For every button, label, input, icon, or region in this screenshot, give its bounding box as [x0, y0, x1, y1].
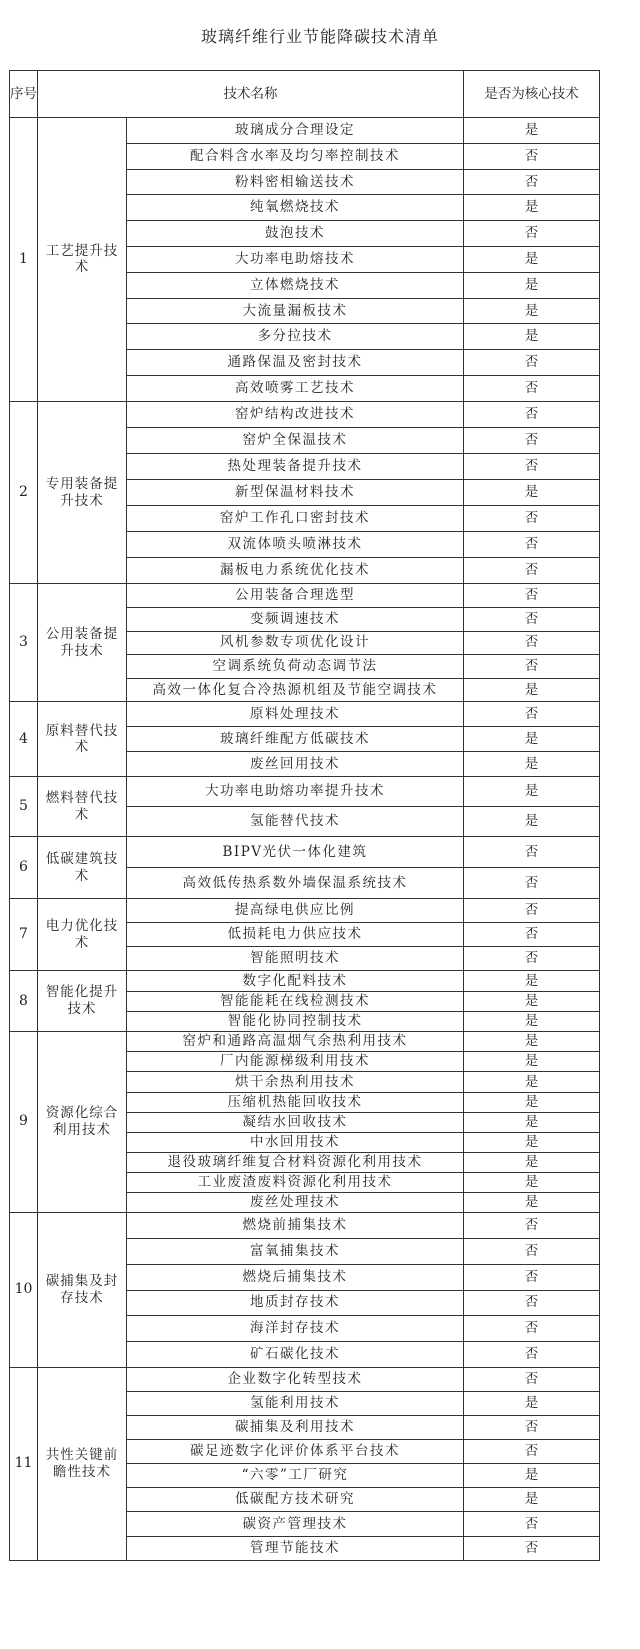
is-core-cell: 是 [464, 1011, 600, 1031]
group-seq-cell: 9 [10, 1032, 38, 1213]
group-seq-cell: 8 [10, 971, 38, 1032]
tech-name-cell: 大流量漏板技术 [127, 298, 464, 324]
tech-name-cell: 配合料含水率及均匀率控制技术 [127, 143, 464, 169]
table-row [10, 837, 600, 868]
group-category-cell: 电力优化技术 [38, 899, 127, 971]
group-category-cell: 原料替代技术 [38, 702, 127, 777]
table-row [10, 401, 600, 427]
tech-name-cell: 废丝回用技术 [127, 752, 464, 777]
is-core-cell: 否 [464, 1264, 600, 1290]
tech-name-cell: 窑炉工作孔口密封技术 [127, 506, 464, 532]
is-core-cell: 是 [464, 118, 600, 144]
is-core-cell: 否 [464, 947, 600, 971]
is-core-cell: 是 [464, 1092, 600, 1112]
is-core-cell: 否 [464, 1213, 600, 1239]
tech-name-cell: 鼓泡技术 [127, 221, 464, 247]
tech-name-cell: 碳足迹数字化评价体系平台技术 [127, 1440, 464, 1464]
group-category-cell: 燃料替代技术 [38, 777, 127, 837]
tech-name-cell: 燃烧后捕集技术 [127, 1264, 464, 1290]
tech-name-cell: 热处理装备提升技术 [127, 453, 464, 479]
group-seq-cell: 1 [10, 118, 38, 402]
table-row [10, 899, 600, 923]
tech-name-cell: 企业数字化转型技术 [127, 1367, 464, 1391]
is-core-cell: 是 [464, 195, 600, 221]
header-seq [10, 71, 38, 118]
tech-name-cell: 新型保温材料技术 [127, 480, 464, 506]
tech-name-cell: 窑炉全保温技术 [127, 427, 464, 453]
tech-name-cell: 漏板电力系统优化技术 [127, 558, 464, 584]
is-core-cell: 否 [464, 169, 600, 195]
tech-name-cell: 空调系统负荷动态调节法 [127, 655, 464, 679]
tech-name-cell: 立体燃烧技术 [127, 272, 464, 298]
group-category-cell: 智能化提升技术 [38, 971, 127, 1032]
is-core-cell: 否 [464, 1416, 600, 1440]
tech-name-cell: 低碳配方技术研究 [127, 1488, 464, 1512]
is-core-cell: 否 [464, 868, 600, 899]
is-core-cell: 是 [464, 1072, 600, 1092]
is-core-cell: 否 [464, 453, 600, 479]
tech-name-cell: 窑炉和通路高温烟气余热利用技术 [127, 1032, 464, 1052]
is-core-cell: 是 [464, 752, 600, 777]
tech-name-cell: 智能化协同控制技术 [127, 1011, 464, 1031]
tech-list-table [9, 70, 600, 1561]
is-core-cell: 是 [464, 991, 600, 1011]
is-core-cell: 否 [464, 350, 600, 376]
is-core-cell: 否 [464, 1440, 600, 1464]
tech-name-cell: 高效喷雾工艺技术 [127, 375, 464, 401]
table-header [10, 71, 600, 118]
is-core-cell: 否 [464, 427, 600, 453]
tech-name-cell: “六零”工厂研究 [127, 1464, 464, 1488]
is-core-cell: 否 [464, 506, 600, 532]
is-core-cell: 是 [464, 246, 600, 272]
header-core [464, 71, 600, 118]
tech-name-cell: 提高绿电供应比例 [127, 899, 464, 923]
tech-name-cell: 双流体喷头喷淋技术 [127, 532, 464, 558]
is-core-cell: 是 [464, 777, 600, 807]
header-name [38, 71, 464, 118]
tech-name-cell: 中水回用技术 [127, 1132, 464, 1152]
is-core-cell: 是 [464, 727, 600, 752]
is-core-cell: 是 [464, 1392, 600, 1416]
group-category-cell: 资源化综合利用技术 [38, 1032, 127, 1213]
table-row [10, 1213, 600, 1239]
tech-name-cell: 大功率电助熔技术 [127, 246, 464, 272]
is-core-cell: 是 [464, 1464, 600, 1488]
is-core-cell: 否 [464, 1367, 600, 1391]
tech-name-cell: 通路保温及密封技术 [127, 350, 464, 376]
is-core-cell: 否 [464, 221, 600, 247]
is-core-cell: 否 [464, 1238, 600, 1264]
is-core-cell: 是 [464, 1132, 600, 1152]
tech-name-cell: 智能能耗在线检测技术 [127, 991, 464, 1011]
tech-name-cell: 地质封存技术 [127, 1290, 464, 1316]
is-core-cell: 否 [464, 702, 600, 727]
is-core-cell: 否 [464, 631, 600, 655]
group-seq-cell: 11 [10, 1367, 38, 1560]
is-core-cell: 否 [464, 655, 600, 679]
group-category-cell: 工艺提升技术 [38, 118, 127, 402]
tech-name-cell: 海洋封存技术 [127, 1316, 464, 1342]
tech-name-cell: 低损耗电力供应技术 [127, 923, 464, 947]
tech-name-cell: 多分拉技术 [127, 324, 464, 350]
tech-name-cell: 碳捕集及利用技术 [127, 1416, 464, 1440]
tech-name-cell: 碳资产管理技术 [127, 1512, 464, 1536]
tech-name-cell: 管理节能技术 [127, 1536, 464, 1560]
table-row [10, 584, 600, 608]
header-name-label: 技术名称 [223, 85, 278, 102]
tech-name-cell: 玻璃成分合理设定 [127, 118, 464, 144]
tech-name-cell: 公用装备合理选型 [127, 584, 464, 608]
is-core-cell: 是 [464, 480, 600, 506]
is-core-cell: 是 [464, 1112, 600, 1132]
is-core-cell: 是 [464, 1172, 600, 1192]
is-core-cell: 是 [464, 1152, 600, 1172]
is-core-cell: 是 [464, 1032, 600, 1052]
tech-name-cell: 废丝处理技术 [127, 1193, 464, 1213]
tech-name-cell: 玻璃纤维配方低碳技术 [127, 727, 464, 752]
header-seq-label: 序号 [10, 85, 37, 102]
is-core-cell: 否 [464, 837, 600, 868]
tech-name-cell: 氢能利用技术 [127, 1392, 464, 1416]
tech-name-cell: 粉料密相输送技术 [127, 169, 464, 195]
group-seq-cell: 3 [10, 584, 38, 702]
is-core-cell: 否 [464, 375, 600, 401]
tech-name-cell: 变频调速技术 [127, 608, 464, 632]
table-body [10, 118, 600, 1561]
tech-name-cell: 纯氧燃烧技术 [127, 195, 464, 221]
is-core-cell: 否 [464, 143, 600, 169]
is-core-cell: 否 [464, 1316, 600, 1342]
is-core-cell: 否 [464, 532, 600, 558]
header-core-label: 是否为核心技术 [484, 85, 579, 102]
is-core-cell: 否 [464, 608, 600, 632]
group-category-cell: 公用装备提升技术 [38, 584, 127, 702]
is-core-cell: 是 [464, 298, 600, 324]
tech-name-cell: 氢能替代技术 [127, 807, 464, 837]
is-core-cell: 是 [464, 1052, 600, 1072]
tech-name-cell: 压缩机热能回收技术 [127, 1092, 464, 1112]
group-seq-cell: 4 [10, 702, 38, 777]
is-core-cell: 否 [464, 1342, 600, 1368]
group-category-cell: 共性关键前瞻性技术 [38, 1367, 127, 1560]
group-category-cell: 低碳建筑技术 [38, 837, 127, 899]
is-core-cell: 否 [464, 1290, 600, 1316]
table-row [10, 777, 600, 807]
is-core-cell: 是 [464, 1488, 600, 1512]
is-core-cell: 否 [464, 899, 600, 923]
tech-name-cell: 高效一体化复合冷热源机组及节能空调技术 [127, 678, 464, 702]
page-title: 玻璃纤维行业节能降碳技术清单 [200, 27, 439, 46]
table-row [10, 702, 600, 727]
table-row [10, 1032, 600, 1052]
header-row [10, 71, 600, 118]
tech-name-cell: 工业废渣废料资源化利用技术 [127, 1172, 464, 1192]
tech-name-cell: BIPV光伏一体化建筑 [127, 837, 464, 868]
is-core-cell: 是 [464, 324, 600, 350]
table-row [10, 971, 600, 991]
is-core-cell: 是 [464, 678, 600, 702]
is-core-cell: 是 [464, 272, 600, 298]
tech-name-cell: 凝结水回收技术 [127, 1112, 464, 1132]
group-seq-cell: 2 [10, 401, 38, 584]
group-category-cell: 碳捕集及封存技术 [38, 1213, 127, 1368]
tech-name-cell: 数字化配料技术 [127, 971, 464, 991]
is-core-cell: 否 [464, 584, 600, 608]
tech-name-cell: 高效低传热系数外墙保温系统技术 [127, 868, 464, 899]
tech-name-cell: 大功率电助熔功率提升技术 [127, 777, 464, 807]
group-seq-cell: 7 [10, 899, 38, 971]
tech-name-cell: 富氧捕集技术 [127, 1238, 464, 1264]
group-seq-cell: 5 [10, 777, 38, 837]
tech-name-cell: 燃烧前捕集技术 [127, 1213, 464, 1239]
group-seq-cell: 6 [10, 837, 38, 899]
is-core-cell: 否 [464, 1536, 600, 1560]
is-core-cell: 否 [464, 923, 600, 947]
table-row [10, 1367, 600, 1391]
tech-name-cell: 烘干余热利用技术 [127, 1072, 464, 1092]
tech-name-cell: 原料处理技术 [127, 702, 464, 727]
tech-name-cell: 智能照明技术 [127, 947, 464, 971]
table-row [10, 118, 600, 144]
is-core-cell: 否 [464, 558, 600, 584]
tech-name-cell: 矿石碳化技术 [127, 1342, 464, 1368]
tech-name-cell: 窑炉结构改进技术 [127, 401, 464, 427]
is-core-cell: 是 [464, 1193, 600, 1213]
tech-name-cell: 退役玻璃纤维复合材料资源化利用技术 [127, 1152, 464, 1172]
is-core-cell: 否 [464, 1512, 600, 1536]
group-seq-cell: 10 [10, 1213, 38, 1368]
is-core-cell: 是 [464, 807, 600, 837]
tech-name-cell: 厂内能源梯级利用技术 [127, 1052, 464, 1072]
group-category-cell: 专用装备提升技术 [38, 401, 127, 584]
tech-name-cell: 风机参数专项优化设计 [127, 631, 464, 655]
is-core-cell: 是 [464, 971, 600, 991]
is-core-cell: 否 [464, 401, 600, 427]
